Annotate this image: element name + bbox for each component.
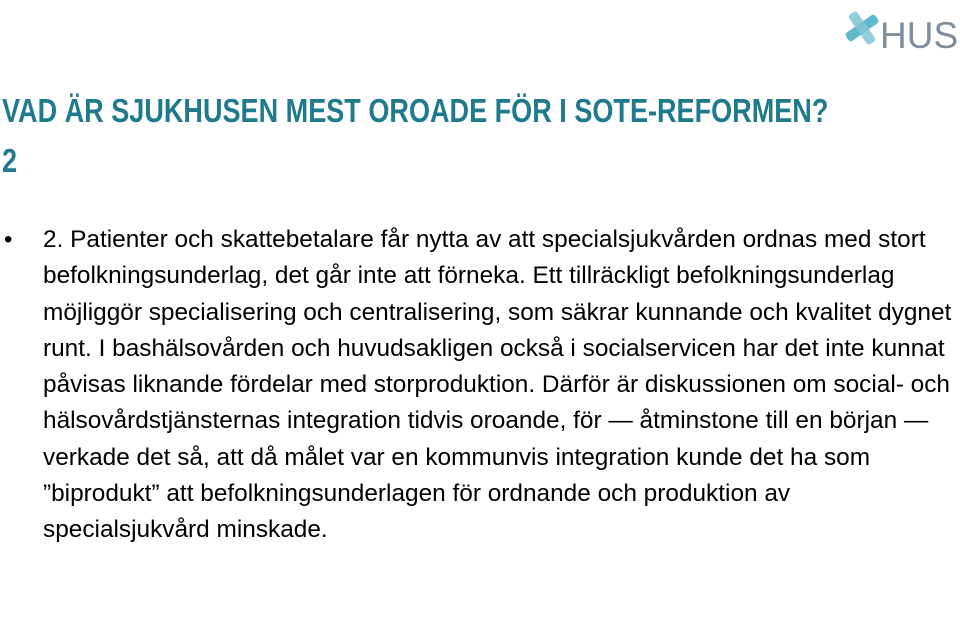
- logo-text: HUS: [880, 15, 959, 56]
- page-title: [2, 86, 829, 186]
- bullet-list: [0, 222, 960, 549]
- title-line-2: 2: [2, 142, 18, 179]
- title-line-1: VAD ÄR SJUKHUSEN MEST OROADE FÖR I SOTE-REFORMEN?: [2, 92, 829, 129]
- bullet-item: [0, 222, 960, 549]
- cross-logo-icon: [840, 6, 884, 50]
- bullet-text: 2. Patienter och skattebetalare får nytta av att specialsjukvården ordnas med stort befolkningsunderlag, det går inte att förneka. Ett tillräckligt befolkningsunderlag möjliggör specialisering och centralisering, som säkrar kunnande och kvalitet dygnet runt. I bashälsovården och huvudsakligen också i socialservicen har det inte kunnat påvisas liknande fördelar med storproduktion. Därför är diskussionen om social- och hälsovårdstjänsternas integration tidvis oroande, för — åtminstone till en början — verkade det så, att då målet var en kommunvis integration kunde det ha som ”biprodukt” att befolkningsunderlagen för ordnande och produktion av specialsjukvård minskade.: [43, 226, 952, 544]
- bullet-marker: •: [4, 226, 13, 253]
- hus-logo: [840, 2, 958, 54]
